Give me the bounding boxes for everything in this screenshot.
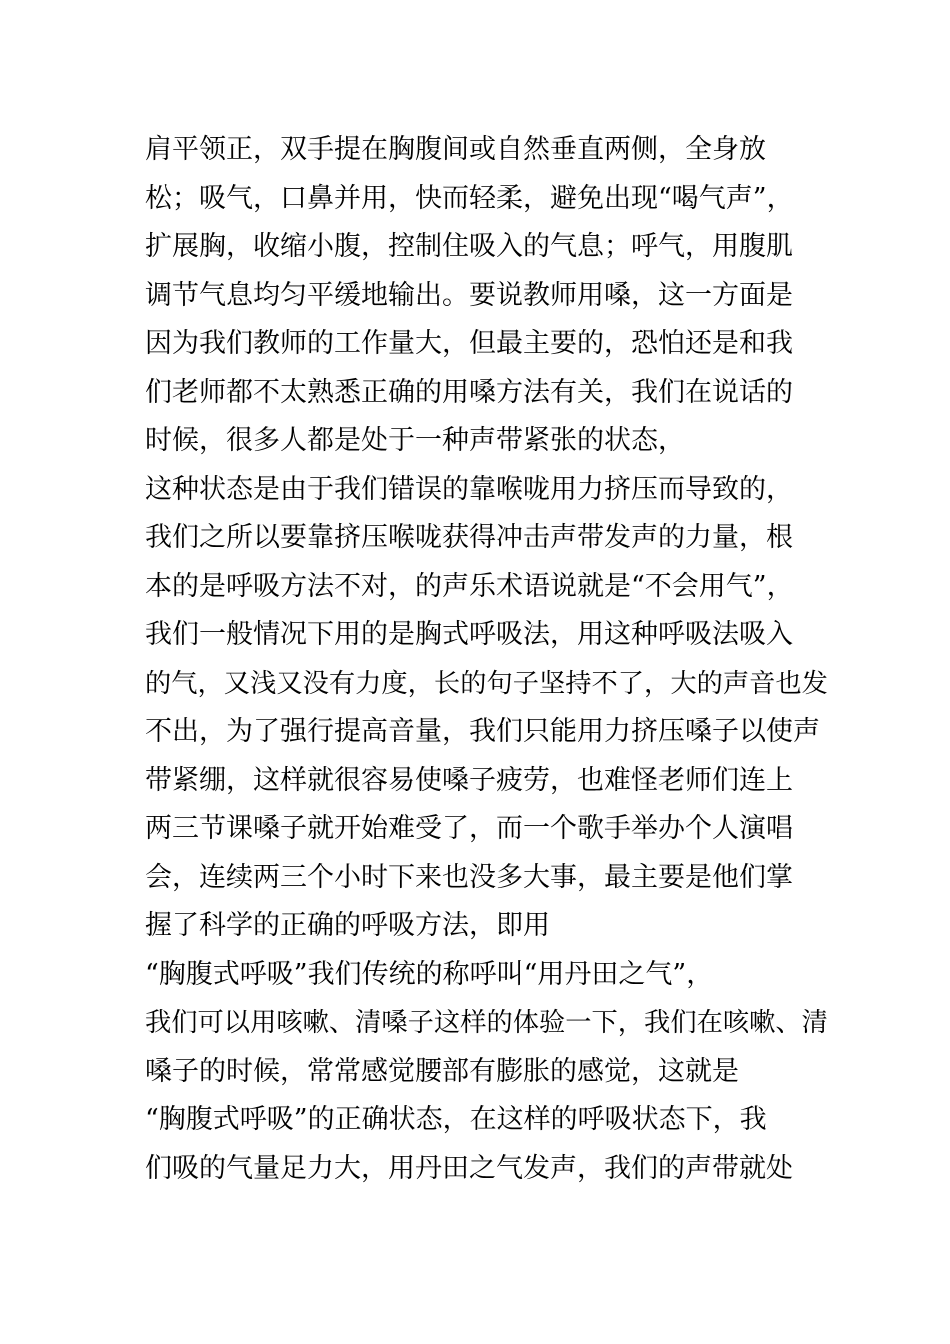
text-line: 肩平领正，双手提在胸腹间或自然垂直两侧，全身放: [145, 134, 766, 165]
text-line: 的气，又浅又没有力度，长的句子坚持不了，大的声音也发: [145, 668, 828, 699]
body-text: [145, 126, 835, 1193]
text-line: 嗓子的时候，常常感觉腰部有膨胀的感觉，这就是: [145, 1055, 739, 1087]
text-line: 会，连续两三个小时下来也没多大事，最主要是他们掌: [145, 861, 793, 893]
text-line: 不出，为了强行提高音量，我们只能用力挤压嗓子以使声: [145, 716, 820, 747]
text-line: “胸腹式呼吸”我们传统的称呼叫“用丹田之气”，: [145, 958, 714, 990]
text-line: 们老师都不太熟悉正确的用嗓方法有关，我们在说话的: [145, 376, 793, 408]
text-line: 带紧绷，这样就很容易使嗓子疲劳，也难怪老师们连上: [145, 764, 793, 796]
text-line: 握了科学的正确的呼吸方法，即用: [145, 910, 550, 941]
text-line: 松；吸气，口鼻并用，快而轻柔，避免出现“喝气声”，: [145, 182, 794, 214]
text-line: 扩展胸，收缩小腹，控制住吸入的气息；呼气，用腹肌: [145, 231, 793, 262]
text-line: 本的是呼吸方法不对，的声乐术语说就是“不会用气”，: [145, 570, 794, 602]
text-line: 我们之所以要靠挤压喉咙获得冲击声带发声的力量，根: [145, 522, 793, 553]
text-line: 两三节课嗓子就开始难受了，而一个歌手举办个人演唱: [145, 813, 793, 844]
text-line: 这种状态是由于我们错误的靠喉咙用力挤压而导致的，: [145, 473, 793, 505]
text-line: 时候，很多人都是处于一种声带紧张的状态，: [145, 425, 685, 456]
text-line: 我们一般情况下用的是胸式呼吸法，用这种呼吸法吸入: [145, 619, 793, 650]
text-line: 调节气息均匀平缓地输出。要说教师用嗓，这一方面是: [145, 279, 793, 311]
text-line: “胸腹式呼吸”的正确状态，在这样的呼吸状态下，我: [145, 1104, 767, 1135]
text-line: 们吸的气量足力大，用丹田之气发声，我们的声带就处: [145, 1152, 793, 1184]
text-line: 因为我们教师的工作量大，但最主要的，恐怕还是和我: [145, 328, 793, 359]
text-line: 我们可以用咳嗽、清嗓子这样的体验一下，我们在咳嗽、清: [145, 1008, 828, 1038]
